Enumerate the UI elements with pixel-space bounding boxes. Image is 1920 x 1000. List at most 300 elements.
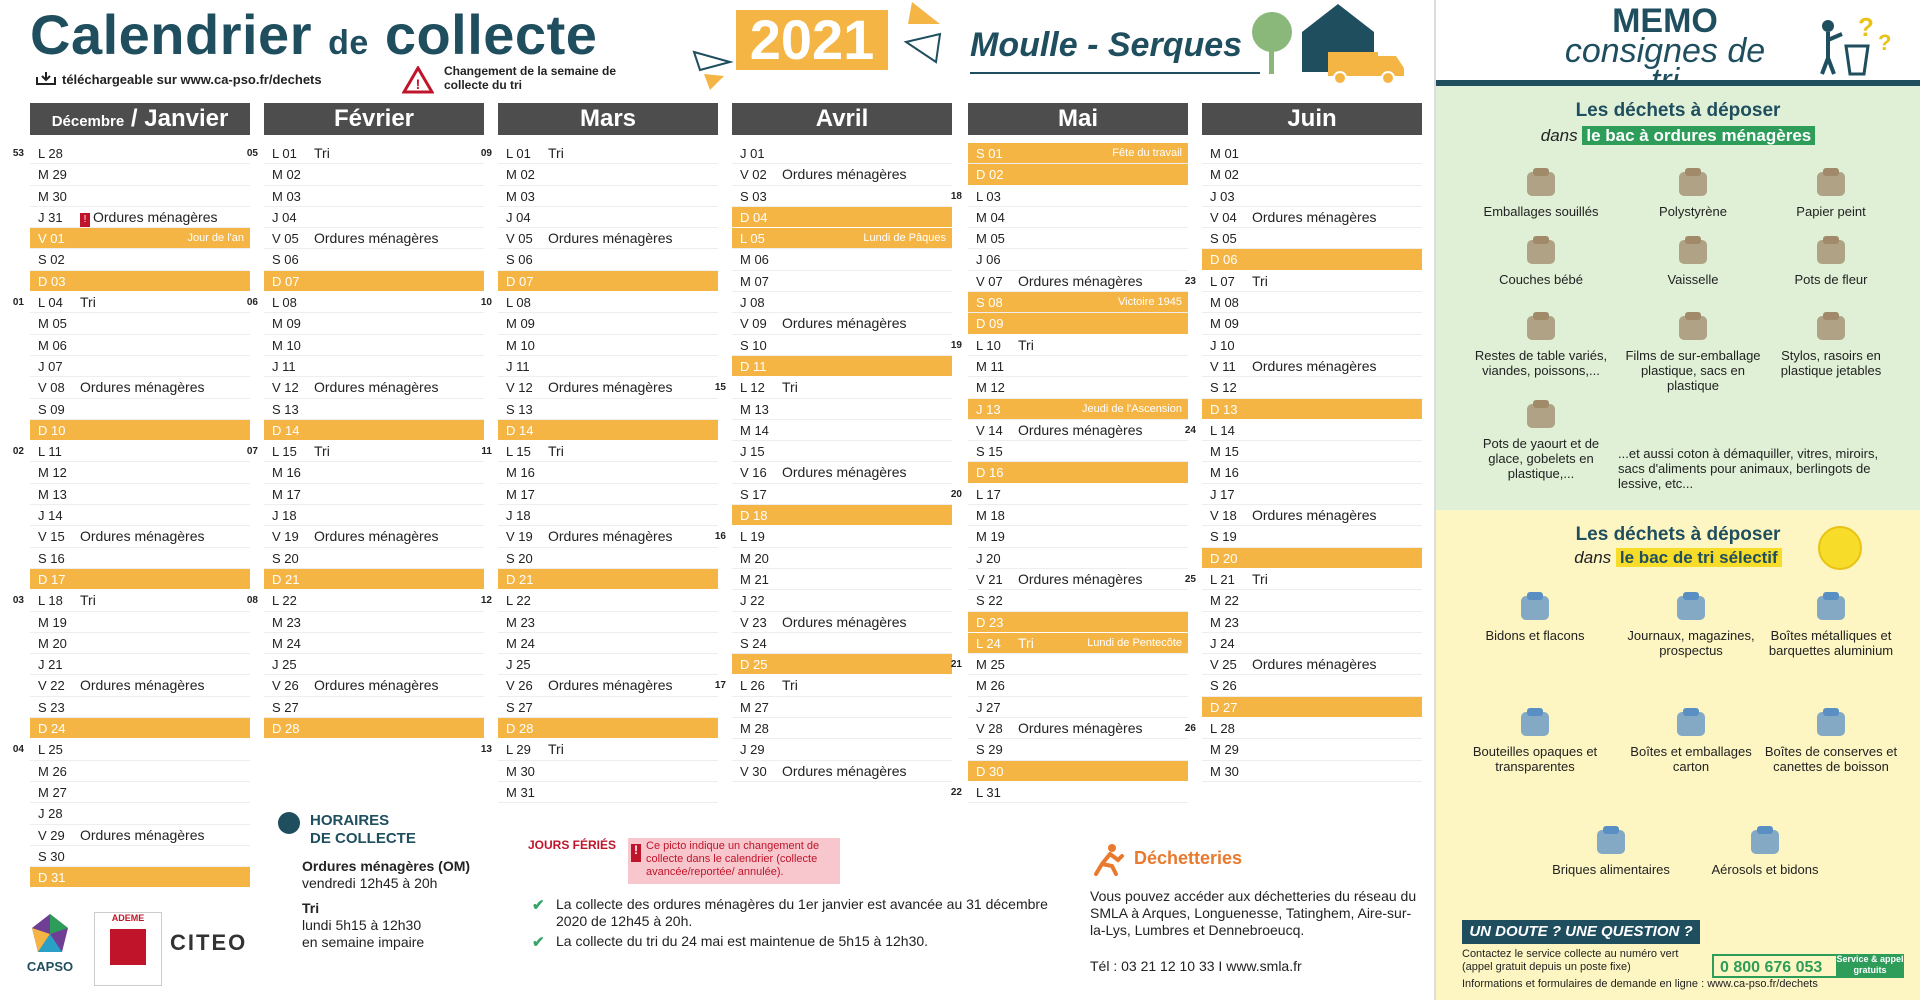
day-row bbox=[246, 441, 484, 462]
day-label: D 30 bbox=[976, 763, 1004, 779]
day-label: V 09 bbox=[740, 316, 767, 332]
waste-item-icon bbox=[1671, 590, 1711, 624]
day-row bbox=[30, 399, 250, 420]
day-row-sunday bbox=[732, 654, 952, 675]
day-label: V 07 bbox=[976, 273, 1003, 289]
collection-label: Tri bbox=[1252, 272, 1268, 289]
day-label: D 24 bbox=[38, 721, 66, 737]
day-label: J 03 bbox=[1210, 188, 1235, 204]
om-label: Ordures ménagères (OM) bbox=[302, 858, 471, 874]
horaires-title-line1: HORAIRES bbox=[310, 812, 390, 829]
day-row-sunday bbox=[498, 718, 718, 739]
day-row bbox=[498, 377, 718, 398]
day-row bbox=[1202, 633, 1422, 654]
day-label: M 21 bbox=[740, 571, 769, 587]
day-label: S 01 bbox=[976, 146, 1003, 161]
day-row bbox=[1202, 207, 1422, 228]
jours-feries-box bbox=[628, 838, 840, 884]
day-label: M 03 bbox=[506, 188, 535, 204]
day-row bbox=[968, 505, 1188, 526]
day-row bbox=[1202, 292, 1422, 313]
day-row bbox=[480, 143, 718, 164]
day-row-sunday bbox=[30, 271, 250, 292]
day-label: M 17 bbox=[506, 486, 535, 502]
day-label: V 18 bbox=[1210, 508, 1237, 524]
day-label: M 07 bbox=[740, 273, 769, 289]
day-row-sunday bbox=[968, 164, 1188, 185]
holiday-label: Victoire 1945 bbox=[1117, 296, 1182, 309]
waste-item: Polystyrène bbox=[1618, 166, 1768, 219]
day-label: D 14 bbox=[272, 422, 300, 438]
day-row bbox=[968, 697, 1188, 718]
holiday-label: Jeudi de l'Ascension bbox=[1082, 402, 1182, 415]
day-label: V 05 bbox=[272, 231, 299, 247]
day-row bbox=[968, 739, 1188, 760]
day-row bbox=[480, 292, 718, 313]
collection-label: Ordures ménagères bbox=[314, 677, 439, 694]
day-row-sunday bbox=[30, 420, 250, 441]
collection-label: Tri bbox=[782, 677, 798, 694]
day-label: M 27 bbox=[38, 784, 67, 800]
title-part2: collecte bbox=[384, 3, 598, 66]
day-row bbox=[30, 249, 250, 270]
day-label: M 03 bbox=[272, 188, 301, 204]
day-row bbox=[714, 675, 952, 696]
day-label: L 08 bbox=[272, 295, 297, 311]
day-row bbox=[498, 654, 718, 675]
day-row bbox=[1202, 186, 1422, 207]
day-label: M 18 bbox=[976, 508, 1005, 524]
waste-item: Pots de fleur bbox=[1756, 234, 1906, 287]
day-label: L 28 bbox=[38, 146, 63, 161]
day-row bbox=[950, 335, 1188, 356]
day-label: J 24 bbox=[1210, 635, 1235, 651]
waste-item-icon bbox=[1673, 310, 1713, 344]
collection-label: Ordures ménagères bbox=[1252, 507, 1377, 524]
waste-item: Films de sur-emballage plastique, sacs en plastique bbox=[1618, 310, 1768, 393]
day-row-sunday bbox=[1202, 249, 1422, 270]
waste-item: Pots de yaourt et de glace, gobelets en plastique,... bbox=[1466, 398, 1616, 481]
question-banner: UN DOUTE ? UNE QUESTION ? bbox=[1462, 920, 1700, 944]
phone-number[interactable]: 0 800 676 053 bbox=[1712, 954, 1904, 978]
day-label: S 13 bbox=[272, 401, 299, 417]
day-row bbox=[968, 356, 1188, 377]
green-section-subtitle: dans le bac à ordures ménagères bbox=[1436, 126, 1920, 146]
day-row bbox=[1202, 675, 1422, 696]
day-row bbox=[12, 590, 250, 611]
day-row bbox=[1184, 271, 1422, 292]
day-label: M 20 bbox=[740, 550, 769, 566]
day-row bbox=[732, 292, 952, 313]
note-item: ✔ La collecte du tri du 24 mai est maintenue de 5h15 à 12h30. bbox=[532, 933, 929, 951]
day-label: J 08 bbox=[740, 295, 765, 311]
waste-item: Couches bébé bbox=[1466, 234, 1616, 287]
day-label: D 17 bbox=[38, 571, 66, 587]
day-row bbox=[498, 484, 718, 505]
collection-label: Ordures ménagères bbox=[548, 379, 673, 396]
day-label: L 04 bbox=[38, 295, 63, 311]
day-row bbox=[264, 462, 484, 483]
memo-title: MEMO consignes de bbox=[1564, 2, 1766, 70]
waste-item: Restes de table variés, viandes, poissons,... bbox=[1466, 310, 1616, 378]
change-bang-icon: ! bbox=[631, 844, 641, 862]
day-row bbox=[498, 526, 718, 547]
day-row bbox=[732, 633, 952, 654]
check-icon: ✔ bbox=[532, 897, 545, 914]
waste-item-icon bbox=[1811, 310, 1851, 344]
collection-label: Ordures ménagères bbox=[1252, 208, 1377, 225]
day-label: L 21 bbox=[1210, 571, 1235, 587]
collection-label: Ordures ménagères bbox=[782, 762, 907, 779]
day-row bbox=[264, 228, 484, 249]
day-row bbox=[12, 739, 250, 760]
week-number: 03 bbox=[12, 595, 24, 607]
day-row bbox=[264, 164, 484, 185]
day-label: D 28 bbox=[506, 721, 534, 737]
day-label: V 12 bbox=[272, 380, 299, 396]
day-label: L 26 bbox=[740, 678, 765, 694]
day-label: M 31 bbox=[506, 784, 535, 800]
collection-label: Ordures ménagères bbox=[314, 528, 439, 545]
day-label: L 19 bbox=[740, 529, 765, 545]
day-row bbox=[264, 186, 484, 207]
day-row bbox=[498, 462, 718, 483]
day-row bbox=[732, 484, 952, 505]
holiday-label: Lundi de Pentecôte bbox=[1087, 636, 1182, 649]
day-row-sunday bbox=[732, 207, 952, 228]
collection-label: Tri bbox=[80, 592, 96, 609]
day-row bbox=[264, 335, 484, 356]
day-label: J 21 bbox=[38, 657, 63, 673]
day-label: M 24 bbox=[506, 635, 535, 651]
day-row bbox=[1202, 590, 1422, 611]
day-row bbox=[1202, 654, 1422, 675]
day-label: V 19 bbox=[272, 529, 299, 545]
day-row-sunday bbox=[968, 462, 1188, 483]
day-label: D 20 bbox=[1210, 550, 1238, 566]
collection-label: Ordures ménagères bbox=[80, 826, 205, 843]
day-label: L 03 bbox=[976, 188, 1001, 204]
day-label: J 31 bbox=[38, 209, 63, 225]
collection-label: Ordures ménagères bbox=[548, 528, 673, 545]
week-number: 22 bbox=[950, 786, 962, 798]
day-row bbox=[968, 228, 1188, 249]
year-badge: 2021 bbox=[736, 10, 888, 70]
day-label: L 31 bbox=[976, 784, 1001, 800]
day-row-holiday bbox=[30, 228, 250, 249]
yellow-bin-label: le bac de tri sélectif bbox=[1616, 548, 1782, 567]
decor-triangles-left bbox=[690, 6, 736, 90]
day-row bbox=[30, 548, 250, 569]
waste-item: Bouteilles opaques et transparentes bbox=[1460, 706, 1610, 774]
day-label: M 13 bbox=[740, 401, 769, 417]
day-label: S 06 bbox=[506, 252, 533, 268]
collection-label: Ordures ménagères bbox=[1252, 357, 1377, 374]
day-label: J 28 bbox=[38, 806, 63, 822]
day-label: M 26 bbox=[38, 763, 67, 779]
week-number: 24 bbox=[1184, 424, 1196, 436]
collection-label: Ordures ménagères bbox=[1252, 656, 1377, 673]
day-label: M 24 bbox=[272, 635, 301, 651]
day-label: V 26 bbox=[272, 678, 299, 694]
waste-item: Vaisselle bbox=[1618, 234, 1768, 287]
capso-logo: CAPSO bbox=[20, 912, 80, 984]
page-title bbox=[30, 2, 597, 67]
day-label: D 27 bbox=[1210, 699, 1238, 715]
check-icon: ✔ bbox=[532, 934, 545, 951]
waste-item: Emballages souillés bbox=[1466, 166, 1616, 219]
day-row bbox=[264, 697, 484, 718]
day-label: M 15 bbox=[1210, 444, 1239, 460]
day-label: M 19 bbox=[976, 529, 1005, 545]
day-label: M 16 bbox=[1210, 465, 1239, 481]
day-row bbox=[732, 335, 952, 356]
day-label: D 16 bbox=[976, 465, 1004, 481]
day-row-holiday bbox=[968, 399, 1188, 420]
day-row bbox=[968, 207, 1188, 228]
day-label: D 14 bbox=[506, 422, 534, 438]
day-label: S 17 bbox=[740, 486, 767, 502]
day-row bbox=[498, 761, 718, 782]
horaires-body bbox=[302, 858, 470, 951]
day-label: L 12 bbox=[740, 380, 765, 396]
day-row bbox=[30, 782, 250, 803]
decheteries-body: Vous pouvez accéder aux déchetteries du réseau du SMLA à Arques, Longuenesse, Tatinghem, Aire-sur-la-Lys, Lumbres et Dennebroeucq. bbox=[1090, 888, 1417, 938]
week-number: 12 bbox=[480, 595, 492, 607]
contact-text: Contactez le service collecte au numéro vert (appel gratuit depuis un poste fixe) bbox=[1462, 948, 1679, 973]
month-column bbox=[950, 103, 1188, 803]
collection-label: Ordures ménagères bbox=[782, 315, 907, 332]
om-time: vendredi 12h45 à 20h bbox=[302, 875, 438, 891]
waste-item-icon bbox=[1591, 824, 1631, 858]
day-row bbox=[498, 782, 718, 803]
week-number: 05 bbox=[246, 148, 258, 159]
day-row bbox=[950, 654, 1188, 675]
day-label: M 16 bbox=[506, 465, 535, 481]
horaires-title bbox=[310, 812, 416, 848]
day-label: V 25 bbox=[1210, 657, 1237, 673]
day-row bbox=[1202, 356, 1422, 377]
day-label: L 24 bbox=[976, 635, 1001, 651]
day-label: M 02 bbox=[506, 167, 535, 183]
phone-tag: Service & appel gratuits bbox=[1836, 954, 1904, 978]
day-label: D 02 bbox=[976, 167, 1004, 183]
day-row bbox=[732, 420, 952, 441]
collection-label: Ordures ménagères bbox=[782, 613, 907, 630]
day-label: D 23 bbox=[976, 614, 1004, 630]
jours-feries-title: JOURS FÉRIÉS bbox=[528, 838, 617, 852]
day-label: L 22 bbox=[272, 593, 297, 609]
day-row bbox=[264, 207, 484, 228]
day-label: V 21 bbox=[976, 571, 1003, 587]
week-number: 20 bbox=[950, 488, 962, 500]
day-row bbox=[968, 675, 1188, 696]
day-label: V 02 bbox=[740, 167, 767, 183]
day-row bbox=[1202, 228, 1422, 249]
day-row-sunday bbox=[1202, 548, 1422, 569]
day-row-sunday bbox=[264, 718, 484, 739]
day-label: J 06 bbox=[976, 252, 1001, 268]
waste-item-icon bbox=[1515, 590, 1555, 624]
collection-label: Ordures ménagères bbox=[80, 528, 205, 545]
day-row bbox=[246, 143, 484, 164]
waste-item: Boîtes métalliques et barquettes aluminium bbox=[1756, 590, 1906, 658]
collection-label: Ordures ménagères bbox=[314, 230, 439, 247]
day-row bbox=[498, 186, 718, 207]
month-column bbox=[246, 103, 484, 739]
day-row bbox=[968, 441, 1188, 462]
change-bang-icon: ! bbox=[80, 213, 90, 227]
day-label: S 09 bbox=[38, 401, 65, 417]
week-number: 25 bbox=[1184, 573, 1196, 585]
day-row bbox=[732, 761, 952, 782]
day-label: L 15 bbox=[272, 444, 297, 460]
day-label: S 27 bbox=[272, 699, 299, 715]
day-row bbox=[1202, 164, 1422, 185]
day-label: D 25 bbox=[740, 657, 768, 673]
day-row bbox=[12, 292, 250, 313]
day-row bbox=[30, 207, 250, 228]
day-label: L 17 bbox=[976, 486, 1001, 502]
day-label: J 11 bbox=[506, 358, 530, 374]
day-row bbox=[1202, 526, 1422, 547]
day-label: D 10 bbox=[38, 422, 66, 438]
day-label: J 18 bbox=[506, 508, 531, 524]
day-label: D 18 bbox=[740, 508, 768, 524]
day-label: M 23 bbox=[272, 614, 301, 630]
warning-icon bbox=[402, 66, 434, 94]
day-row bbox=[732, 697, 952, 718]
person-bin-icon bbox=[1814, 10, 1894, 76]
day-label: S 12 bbox=[1210, 380, 1237, 396]
week-number: 19 bbox=[950, 339, 962, 351]
day-label: J 07 bbox=[38, 358, 63, 374]
day-row bbox=[30, 675, 250, 696]
collection-label: Ordures ménagères bbox=[1018, 421, 1143, 438]
waste-item: Stylos, rasoirs en plastique jetables bbox=[1756, 310, 1906, 378]
day-row bbox=[30, 186, 250, 207]
day-row-sunday bbox=[968, 313, 1188, 334]
waste-item: Briques alimentaires bbox=[1536, 824, 1686, 877]
day-label: J 25 bbox=[506, 657, 531, 673]
waste-item-icon bbox=[1515, 706, 1555, 740]
collection-label: Ordures ménagères bbox=[1018, 570, 1143, 587]
day-row-holiday bbox=[968, 292, 1188, 313]
day-row bbox=[264, 249, 484, 270]
day-label: J 01 bbox=[740, 146, 765, 161]
day-row bbox=[732, 590, 952, 611]
horaires-title-line2: DE COLLECTE bbox=[310, 830, 416, 847]
week-number: 17 bbox=[714, 680, 726, 692]
day-row bbox=[264, 377, 484, 398]
day-row bbox=[1202, 484, 1422, 505]
day-label: M 23 bbox=[506, 614, 535, 630]
day-row bbox=[732, 249, 952, 270]
day-row bbox=[714, 377, 952, 398]
day-label: D 21 bbox=[506, 571, 534, 587]
day-label: M 16 bbox=[272, 465, 301, 481]
day-label: S 05 bbox=[1210, 231, 1237, 247]
day-row bbox=[264, 633, 484, 654]
day-label: M 14 bbox=[740, 422, 769, 438]
day-row bbox=[732, 399, 952, 420]
waste-item-icon bbox=[1673, 166, 1713, 200]
day-label: J 25 bbox=[272, 657, 297, 673]
day-label: L 10 bbox=[976, 337, 1001, 353]
day-label: D 03 bbox=[38, 273, 66, 289]
day-label: S 15 bbox=[976, 444, 1003, 460]
svg-text:?: ? bbox=[1878, 30, 1892, 55]
day-label: M 30 bbox=[506, 763, 535, 779]
contact-web-link[interactable]: Informations et formulaires de demande en ligne : www.ca-pso.fr/dechets bbox=[1462, 978, 1818, 990]
day-row-sunday bbox=[30, 569, 250, 590]
day-label: M 11 bbox=[976, 358, 1004, 374]
waste-item-icon bbox=[1521, 234, 1561, 268]
ademe-mark-icon bbox=[110, 929, 146, 965]
month-column bbox=[480, 103, 718, 803]
month-header: Mars bbox=[498, 103, 718, 135]
week-number: 10 bbox=[480, 297, 492, 309]
day-label: V 12 bbox=[506, 380, 533, 396]
day-label: J 04 bbox=[506, 209, 531, 225]
download-link[interactable]: téléchargeable sur www.ca-pso.fr/dechets bbox=[62, 72, 322, 87]
day-label: M 17 bbox=[272, 486, 301, 502]
week-number: 02 bbox=[12, 446, 24, 458]
day-row bbox=[1184, 718, 1422, 739]
month-column bbox=[12, 103, 250, 888]
month-header: Juin bbox=[1202, 103, 1422, 135]
day-row bbox=[498, 356, 718, 377]
day-row-holiday bbox=[968, 143, 1188, 164]
day-label: M 25 bbox=[976, 657, 1005, 673]
day-label: D 21 bbox=[272, 571, 300, 587]
day-row bbox=[732, 441, 952, 462]
day-label: J 14 bbox=[38, 508, 63, 524]
collection-label: Ordures ménagères bbox=[80, 677, 205, 694]
week-number: 11 bbox=[481, 446, 492, 458]
day-row bbox=[480, 739, 718, 760]
day-row bbox=[30, 505, 250, 526]
day-row bbox=[30, 484, 250, 505]
svg-text:?: ? bbox=[1858, 12, 1874, 42]
day-row-sunday bbox=[732, 505, 952, 526]
day-label: M 27 bbox=[740, 699, 769, 715]
day-label: D 09 bbox=[976, 316, 1004, 332]
day-label: S 22 bbox=[976, 593, 1003, 609]
week-number: 07 bbox=[246, 446, 258, 458]
day-label: J 17 bbox=[1210, 486, 1235, 502]
decheteries-contact: Tél : 03 21 12 10 33 I www.smla.fr bbox=[1090, 958, 1302, 974]
day-row-sunday bbox=[498, 420, 718, 441]
day-row bbox=[498, 633, 718, 654]
waste-item: Bidons et flacons bbox=[1460, 590, 1610, 643]
month-column bbox=[714, 103, 952, 782]
day-row bbox=[950, 484, 1188, 505]
collection-label: Ordures ménagères bbox=[782, 464, 907, 481]
day-label: L 22 bbox=[506, 593, 531, 609]
day-row bbox=[30, 462, 250, 483]
collection-label: Ordures ménagères bbox=[548, 677, 673, 694]
svg-text:!: ! bbox=[415, 76, 421, 92]
month-header: Février bbox=[264, 103, 484, 135]
day-row bbox=[264, 356, 484, 377]
week-number: 15 bbox=[714, 382, 726, 394]
collection-label: Tri bbox=[548, 443, 564, 460]
week-number: 13 bbox=[480, 744, 492, 756]
day-row bbox=[498, 548, 718, 569]
day-label: S 20 bbox=[272, 550, 299, 566]
day-label: S 06 bbox=[272, 252, 299, 268]
